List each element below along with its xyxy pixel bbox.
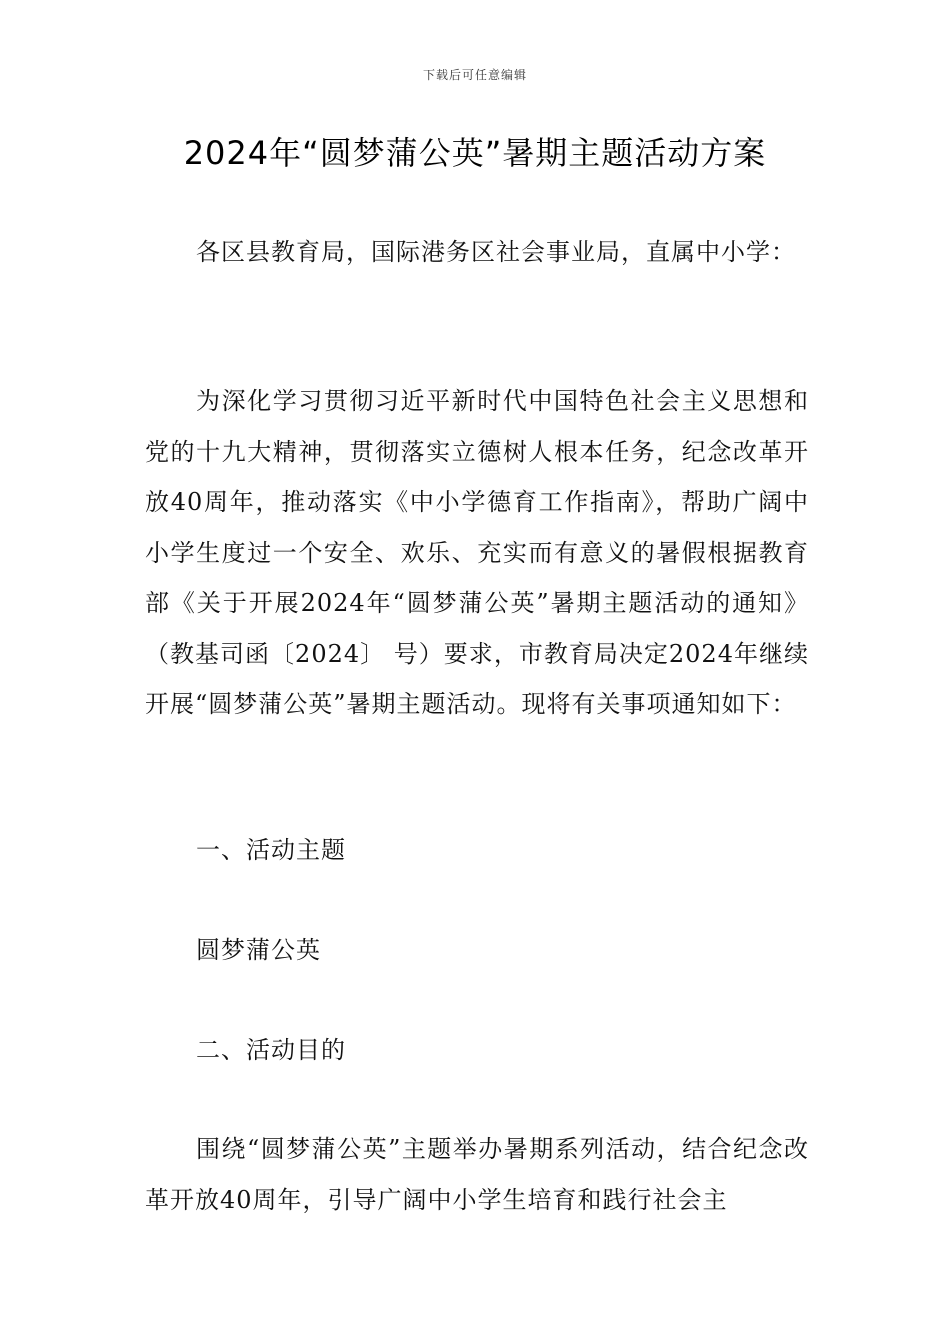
section-heading: 二、活动目的	[196, 1036, 346, 1064]
document-title: 2024年“圆梦蒲公英”暑期主题活动方案	[183, 134, 767, 172]
body-paragraph: 为深化学习贯彻习近平新时代中国特色社会主义思想和党的十九大精神，贯彻落实立德树人根本任务，纪念改革开放40周年，推动落实《中小学德育工作指南》，帮助广阔中小学生度过一个安全、欢乐、充实而有意义的暑假根据教育部《关于开展2024年“圆梦蒲公英”暑期主题活动的通知》（教基司函〔2024〕 号）要求，市教育局决定2024年继续开展“圆梦蒲公英”暑期主题活动。现将有关事项通知如下：	[145, 387, 809, 718]
body-paragraph: 围绕“圆梦蒲公英”主题举办暑期系列活动，结合纪念改革开放40周年，引导广阔中小学生培育和践行社会主	[145, 1135, 809, 1214]
salutation: 各区县教育局，国际港务区社会事业局，直属中小学：	[196, 238, 796, 266]
section-heading: 一、活动主题	[196, 836, 346, 864]
header-note: 下载后可任意编辑	[422, 68, 527, 82]
section-text: 圆梦蒲公英	[196, 936, 321, 964]
